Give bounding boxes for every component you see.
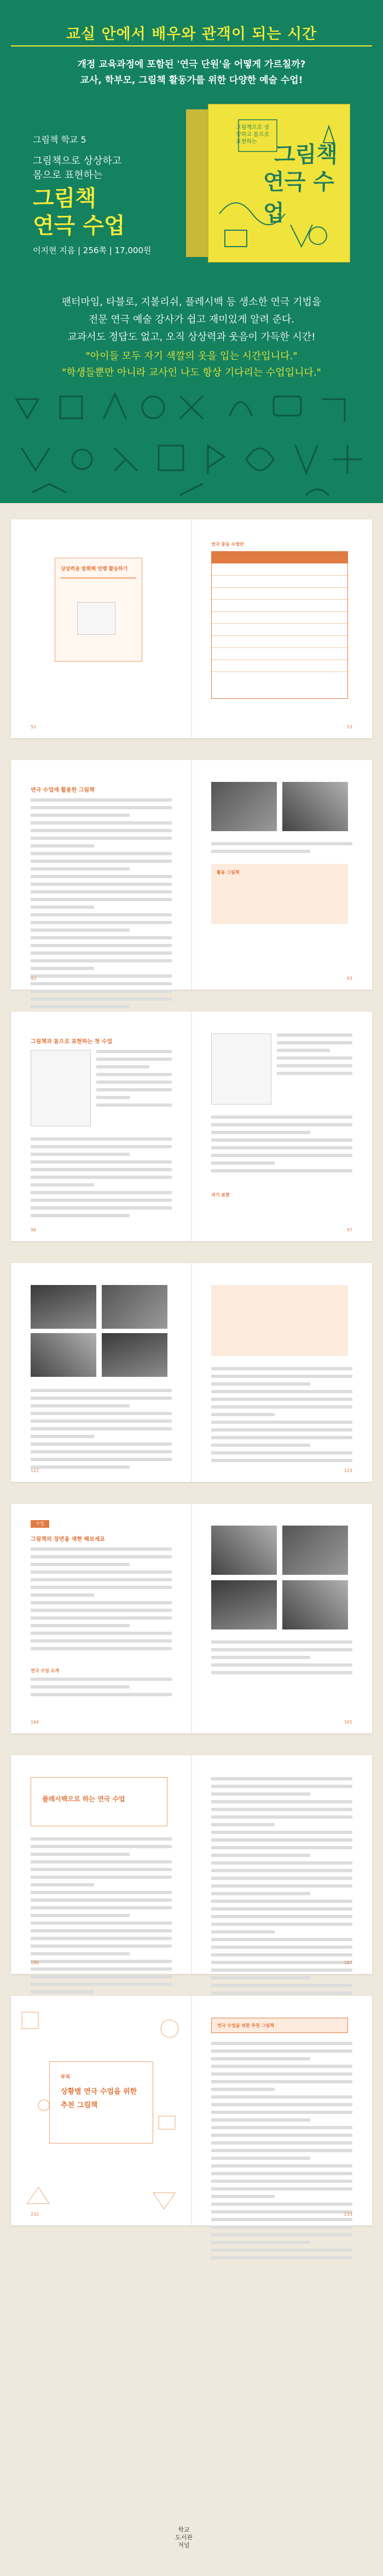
table-header-row	[212, 552, 347, 564]
appendix-box	[49, 2061, 153, 2143]
highlight-label: 활용 그림책	[217, 870, 240, 875]
body-text	[277, 1033, 352, 1079]
chapter-title-box	[31, 1777, 167, 1826]
cover-subtitle: 그림책으로 상상하고 몸으로 표현하는	[236, 125, 270, 145]
doodle-icon-band	[0, 383, 383, 503]
spread-5-left-page	[11, 1504, 192, 1733]
series-name: 그림책 학교 5	[33, 135, 86, 145]
quote-label: 자기 표현	[211, 1193, 230, 1198]
spread-4-left-page	[11, 1263, 192, 1482]
logo-line-1: 학교	[178, 2526, 190, 2533]
quote-2: "학생들뿐만 아니라 교사인 나도 항상 기다리는 수업입니다."	[62, 367, 321, 378]
appendix-title-line-1: 상황별 연극 수업을 위한	[61, 2088, 137, 2096]
spread-7-left-page	[11, 1996, 192, 2225]
pitch-line-2: 전문 연극 예술 강사가 쉽고 재미있게 알려 준다.	[88, 314, 295, 325]
section-heading: 그림책과 몸으로 표현하는 첫 수업	[31, 1039, 113, 1045]
page-number-right: 53	[346, 725, 352, 729]
corner-icon	[323, 399, 345, 421]
book-title-line-1: 그림책	[33, 186, 96, 211]
picture-book-illustration	[31, 1050, 91, 1126]
cross-icon	[181, 396, 202, 418]
hero-divider	[11, 45, 372, 46]
body-text	[96, 1050, 172, 1111]
spread-6-right-page	[192, 1755, 372, 1974]
classroom-photo	[211, 782, 277, 831]
book-thumbnail	[77, 602, 115, 635]
lesson-table	[211, 551, 348, 699]
section-badge: 수업	[31, 1520, 49, 1528]
page-number-right: 97	[346, 1228, 352, 1232]
body-text	[211, 1640, 352, 1679]
spread-7-right-page	[192, 1996, 372, 2225]
spread-3-right-page	[192, 1012, 372, 1241]
square-icon	[60, 396, 82, 418]
book-spine	[186, 109, 208, 257]
brush-icon	[295, 446, 317, 473]
appendix-title-line-2: 추천 그림책	[61, 2101, 98, 2110]
body-text	[31, 1137, 172, 1222]
hero-headline: 교실 안에서 배우와 관객이 되는 시간	[66, 26, 317, 43]
activity-box	[55, 558, 142, 662]
activity-photo	[102, 1285, 167, 1329]
page-number-left: 52	[31, 725, 37, 729]
hero-section	[0, 0, 383, 383]
activity-photo	[102, 1333, 167, 1377]
spread-2	[11, 760, 372, 990]
page-number-right: 233	[344, 2212, 352, 2217]
body-text	[31, 1837, 172, 1998]
arch-icon	[230, 402, 252, 416]
hero-subheadline-1: 개정 교육과정에 포함된 '연극 단원'을 어떻게 가르칠까?	[77, 59, 306, 70]
circle-icon	[142, 396, 164, 418]
spread-5-right-page	[192, 1504, 372, 1733]
body-text	[211, 2042, 352, 2264]
page-number-right: 165	[344, 1720, 352, 1725]
screen-icon	[274, 396, 301, 416]
line-icon	[181, 484, 202, 495]
page-number-right: 123	[344, 1468, 352, 1473]
table-row	[212, 624, 347, 636]
arrow-icon	[115, 448, 137, 470]
roof-icon	[33, 484, 66, 492]
pitch-line-1: 팬터마임, 타블로, 지볼리쉬, 플레시백 등 생소한 연극 기법을	[61, 296, 322, 308]
plus-icon	[334, 446, 361, 473]
performance-photo	[282, 1580, 348, 1629]
book-cover	[208, 104, 350, 262]
spread-2-right-page	[192, 760, 372, 990]
table-row	[212, 612, 347, 624]
activity-photo	[31, 1285, 96, 1329]
table-row	[212, 600, 347, 612]
eye-icon	[246, 448, 274, 470]
section-heading: 그림책의 장면을 재현 해보세요	[31, 1537, 106, 1543]
body-text	[211, 842, 352, 857]
spread-3-left-page	[11, 1012, 192, 1241]
highlight-box	[211, 864, 348, 924]
recommend-list-title: 연극 수업을 위한 추천 그림책	[217, 2023, 274, 2028]
book-meta: 이지현 지음 | 256쪽 | 17,000원	[33, 246, 152, 255]
logo-line-3: 저널	[178, 2542, 190, 2549]
pattern-illustration	[211, 1033, 271, 1105]
pen-nib-icon	[104, 394, 126, 418]
activity-photo	[31, 1333, 96, 1377]
spread-2-left-page	[11, 760, 192, 990]
table-row	[212, 576, 347, 588]
page-number-left: 96	[31, 1228, 37, 1232]
page-number-left: 186	[31, 1960, 39, 1965]
table-row	[212, 648, 347, 660]
appendix-label: 부록	[61, 2075, 71, 2080]
page-number-left: 92	[31, 976, 37, 981]
section-heading: 연극 수업에 활용한 그림책	[31, 787, 95, 793]
book-title	[33, 185, 125, 240]
steps-box	[211, 1285, 348, 1356]
page-number-right: 93	[346, 976, 352, 981]
spread-1	[11, 519, 372, 738]
page-number-left: 232	[31, 2212, 39, 2217]
page-number-right: 187	[344, 1960, 352, 1965]
tagline-2: 몸으로 표현하는	[33, 170, 103, 181]
recommend-list-header	[211, 2018, 348, 2033]
spread-7	[11, 1996, 372, 2225]
table-row	[212, 564, 347, 576]
performance-photo	[211, 1580, 277, 1629]
triangle-icon	[16, 399, 38, 418]
spread-1-right-page	[192, 519, 372, 738]
spread-1-left-page	[11, 519, 192, 738]
spread-3	[11, 1012, 372, 1241]
table-row	[212, 636, 347, 648]
table-row	[212, 660, 347, 672]
hero-subheadline-2: 교사, 학부모, 그림책 활동가를 위한 다양한 예술 수업!	[80, 75, 303, 86]
frame-icon	[159, 446, 183, 470]
chevron-icon	[22, 448, 49, 470]
list-label: 연극 수업 소개	[31, 1668, 59, 1673]
spread-4	[11, 1263, 372, 1482]
ring-icon	[72, 449, 92, 469]
spread-4-right-page	[192, 1263, 372, 1482]
chapter-title: 플레시백으로 하는 연극 수업	[42, 1795, 125, 1803]
classroom-photo	[282, 782, 348, 831]
body-text	[31, 1389, 172, 1473]
table-title: 연극 중등 수업안	[211, 542, 244, 547]
page-number-left: 122	[31, 1468, 39, 1473]
cover-title-1: 그림책	[274, 142, 338, 167]
spread-6	[11, 1755, 372, 1974]
quote-1: "아이들 모두 자기 색깔의 옷을 입는 시간입니다."	[85, 351, 298, 362]
wave-icon	[306, 489, 328, 495]
spread-5	[11, 1504, 372, 1733]
tagline-1: 그림책으로 상상하고	[33, 155, 122, 167]
body-text	[211, 1367, 352, 1467]
body-text	[31, 1547, 172, 1655]
book-title-line-2: 연극 수업	[33, 213, 125, 238]
body-text	[31, 798, 172, 1013]
spread-6-left-page	[11, 1755, 192, 1974]
flag-icon	[208, 446, 224, 473]
cover-title-2: 연극 수업	[263, 170, 334, 226]
activity-divider	[61, 577, 136, 579]
pitch-line-3: 교과서도 정답도 없고, 오직 상상력과 웃음이 가득한 시간!	[67, 331, 316, 343]
book-cover-image	[186, 104, 350, 262]
body-text	[211, 1115, 352, 1177]
logo-line-2: 도서관	[175, 2534, 193, 2541]
activity-box-title: 상상력을 발휘해 연행 활동하기	[61, 566, 128, 572]
performance-photo	[211, 1526, 277, 1575]
performance-photo	[282, 1526, 348, 1575]
doodle-icons	[0, 383, 383, 503]
publisher-logo	[175, 2526, 193, 2549]
page-number-left: 164	[31, 1720, 39, 1725]
table-row	[212, 588, 347, 600]
body-text	[31, 1678, 172, 1701]
